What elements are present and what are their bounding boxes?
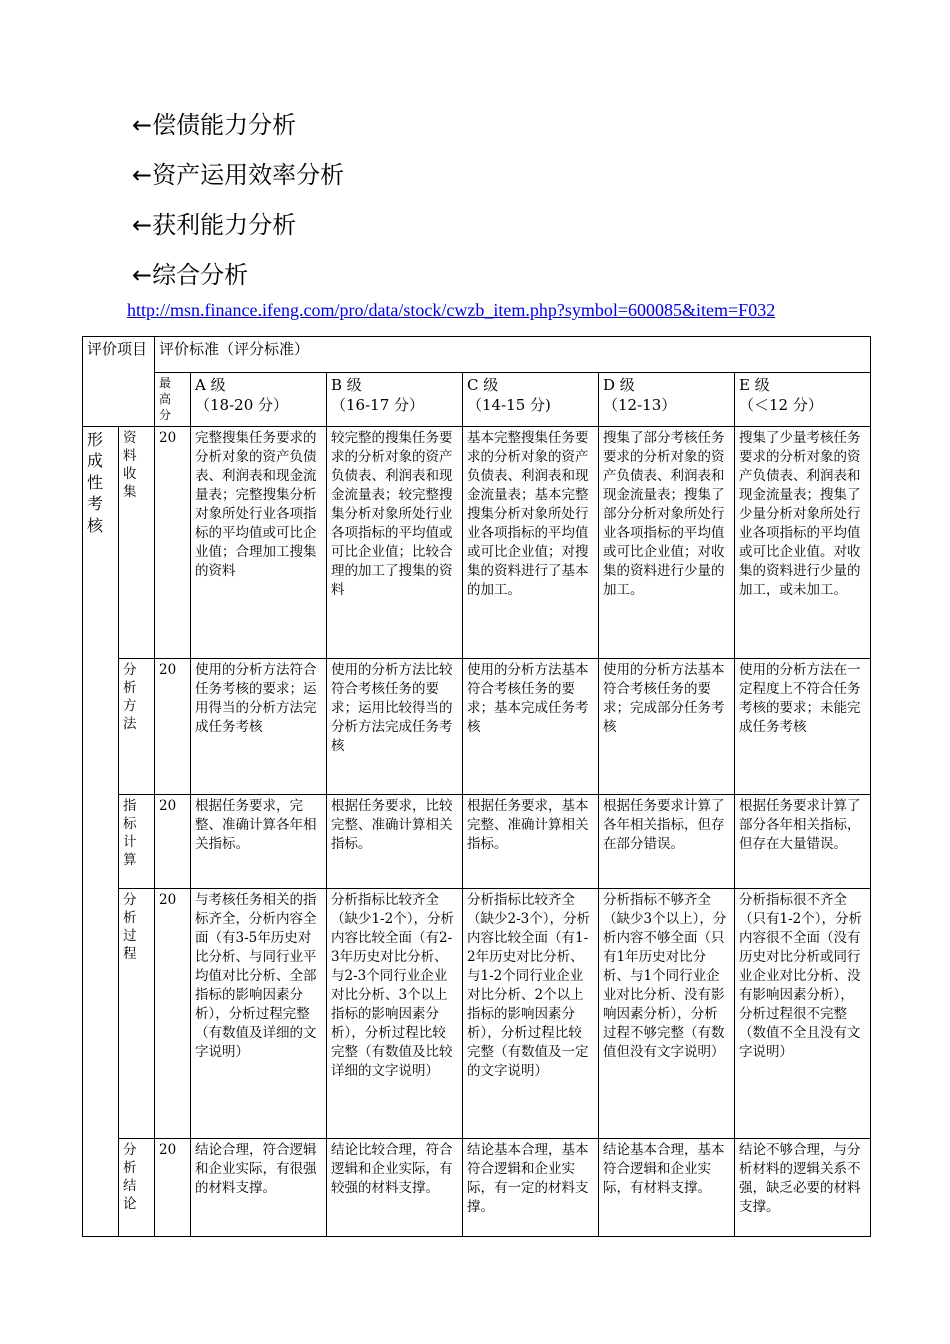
grade-d-header: D 级 （12-13） xyxy=(599,373,735,427)
score-cell: 20 xyxy=(155,888,191,1138)
grade-e-cell: 搜集了少量考核任务要求的分析对象的资产负债表、利润表和现金流量表；搜集了少量分析对象所处行业各项指标的平均值或可比企业值。对收集的资料进行少量的加工，或未加工。 xyxy=(735,426,871,658)
item-cell: 分析结论 xyxy=(119,1138,155,1236)
grade-d-cell: 根据任务要求计算了各年相关指标，但存在部分错误。 xyxy=(599,794,735,888)
grade-b-cell: 结论比较合理，符合逻辑和企业实际，有较强的材料支撑。 xyxy=(327,1138,463,1236)
grade-d-cell: 分析指标不够齐全（缺少3个以上），分析内容不够全面（只有1年历史对比分析、与1个同行业企业对比分析、没有影响因素分析），分析过程不够完整（有数值但没有文字说明） xyxy=(599,888,735,1138)
item-cell: 资料收集 xyxy=(119,426,155,658)
table-row xyxy=(83,426,871,658)
grade-b-cell: 根据任务要求，比较完整、准确计算相关指标。 xyxy=(327,794,463,888)
grade-e-cell: 分析指标很不齐全（只有1-2个），分析内容很不全面（没有历史对比分析或同行业企业对比分析、没有影响因素分析），分析过程很不完整（数值不全且没有文字说明） xyxy=(735,888,871,1138)
grade-a-cell: 完整搜集任务要求的分析对象的资产负债表、利润表和现金流量表；完整搜集分析对象所处行业各项指标的平均值或可比企业值；合理加工搜集的资料 xyxy=(191,426,327,658)
score-cell: 20 xyxy=(155,1138,191,1236)
grade-a-cell: 结论合理，符合逻辑和企业实际，有很强的材料支撑。 xyxy=(191,1138,327,1236)
max-score-header: 最高分 xyxy=(155,373,191,427)
grade-a-cell: 使用的分析方法符合任务考核的要求；运用得当的分析方法完成任务考核 xyxy=(191,658,327,794)
heading-profitability: ←获利能力分析 xyxy=(132,211,297,239)
grade-d-cell: 使用的分析方法基本符合考核任务的要求；完成部分任务考核 xyxy=(599,658,735,794)
grade-b-header: B 级 （16-17 分） xyxy=(327,373,463,427)
grade-c-cell: 分析指标比较齐全（缺少2-3个），分析内容比较全面（有1-2年历史对比分析、与1-2个同行业企业对比分析、2个以上指标的影响因素分析），分析过程比较完整（有数值及一定的文字说明） xyxy=(463,888,599,1138)
grade-a-cell: 根据任务要求，完整、准确计算各年相关指标。 xyxy=(191,794,327,888)
item-cell: 指标计算 xyxy=(119,794,155,888)
criteria-header: 评价标准（评分标准） xyxy=(155,337,871,373)
grade-b-cell: 较完整的搜集任务要求的分析对象的资产负债表、利润表和现金流量表；较完整搜集分析对象所处行业各项指标的平均值或可比企业值；比较合理的加工了搜集的资料 xyxy=(327,426,463,658)
grade-a-cell: 与考核任务相关的指标齐全，分析内容全面（有3-5年历史对比分析、与同行业平均值对比分析、全部指标的影响因素分析），分析过程完整（有数值及详细的文字说明） xyxy=(191,888,327,1138)
grade-d-cell: 搜集了部分考核任务要求的分析对象的资产负债表、利润表和现金流量表；搜集了部分分析对象所处行业各项指标的平均值或可比企业值；对收集的资料进行少量的加工。 xyxy=(599,426,735,658)
table-row xyxy=(83,888,871,1138)
item-header: 评价项目 xyxy=(83,337,155,427)
heading-asset-efficiency: ←资产运用效率分析 xyxy=(132,161,345,189)
score-cell: 20 xyxy=(155,794,191,888)
grade-e-cell: 根据任务要求计算了部分各年相关指标，但存在大量错误。 xyxy=(735,794,871,888)
grade-a-header: A 级 （18-20 分） xyxy=(191,373,327,427)
score-cell: 20 xyxy=(155,426,191,658)
grade-b-cell: 使用的分析方法比较符合考核任务的要求；运用比较得当的分析方法完成任务考核 xyxy=(327,658,463,794)
category-cell: 形成性考核 xyxy=(83,426,119,1236)
grade-d-cell: 结论基本合理，基本符合逻辑和企业实际，有材料支撑。 xyxy=(599,1138,735,1236)
reference-link[interactable]: http://msn.finance.ifeng.com/pro/data/stock/cwzb_item.php?symbol=600085&item=F032 xyxy=(127,300,776,320)
score-cell: 20 xyxy=(155,658,191,794)
grade-c-header: C 级 （14-15 分) xyxy=(463,373,599,427)
heading-comprehensive: ←综合分析 xyxy=(132,261,249,289)
table-row xyxy=(83,658,871,794)
grade-c-cell: 基本完整搜集任务要求的分析对象的资产负债表、利润表和现金流量表；基本完整搜集分析对象所处行业各项指标的平均值或可比企业值；对搜集的资料进行了基本的加工。 xyxy=(463,426,599,658)
grade-e-cell: 结论不够合理，与分析材料的逻辑关系不强，缺乏必要的材料支撑。 xyxy=(735,1138,871,1236)
grade-b-cell: 分析指标比较齐全（缺少1-2个），分析内容比较全面（有2-3年历史对比分析、与2-3个同行业企业对比分析、3个以上指标的影响因素分析），分析过程比较完整（有数值及比较详细的文字说明） xyxy=(327,888,463,1138)
item-cell: 分析过程 xyxy=(119,888,155,1138)
grade-c-cell: 结论基本合理，基本符合逻辑和企业实际，有一定的材料支撑。 xyxy=(463,1138,599,1236)
grade-e-header: E 级 （＜12 分） xyxy=(735,373,871,427)
evaluation-table xyxy=(82,336,871,1237)
table-row xyxy=(83,794,871,888)
heading-solvency: ←偿债能力分析 xyxy=(132,111,297,139)
table-row xyxy=(83,1138,871,1236)
item-cell: 分析方法 xyxy=(119,658,155,794)
grade-e-cell: 使用的分析方法在一定程度上不符合任务考核的要求；未能完成任务考核 xyxy=(735,658,871,794)
grade-c-cell: 根据任务要求，基本完整、准确计算相关指标。 xyxy=(463,794,599,888)
grade-c-cell: 使用的分析方法基本符合考核任务的要求；基本完成任务考核 xyxy=(463,658,599,794)
